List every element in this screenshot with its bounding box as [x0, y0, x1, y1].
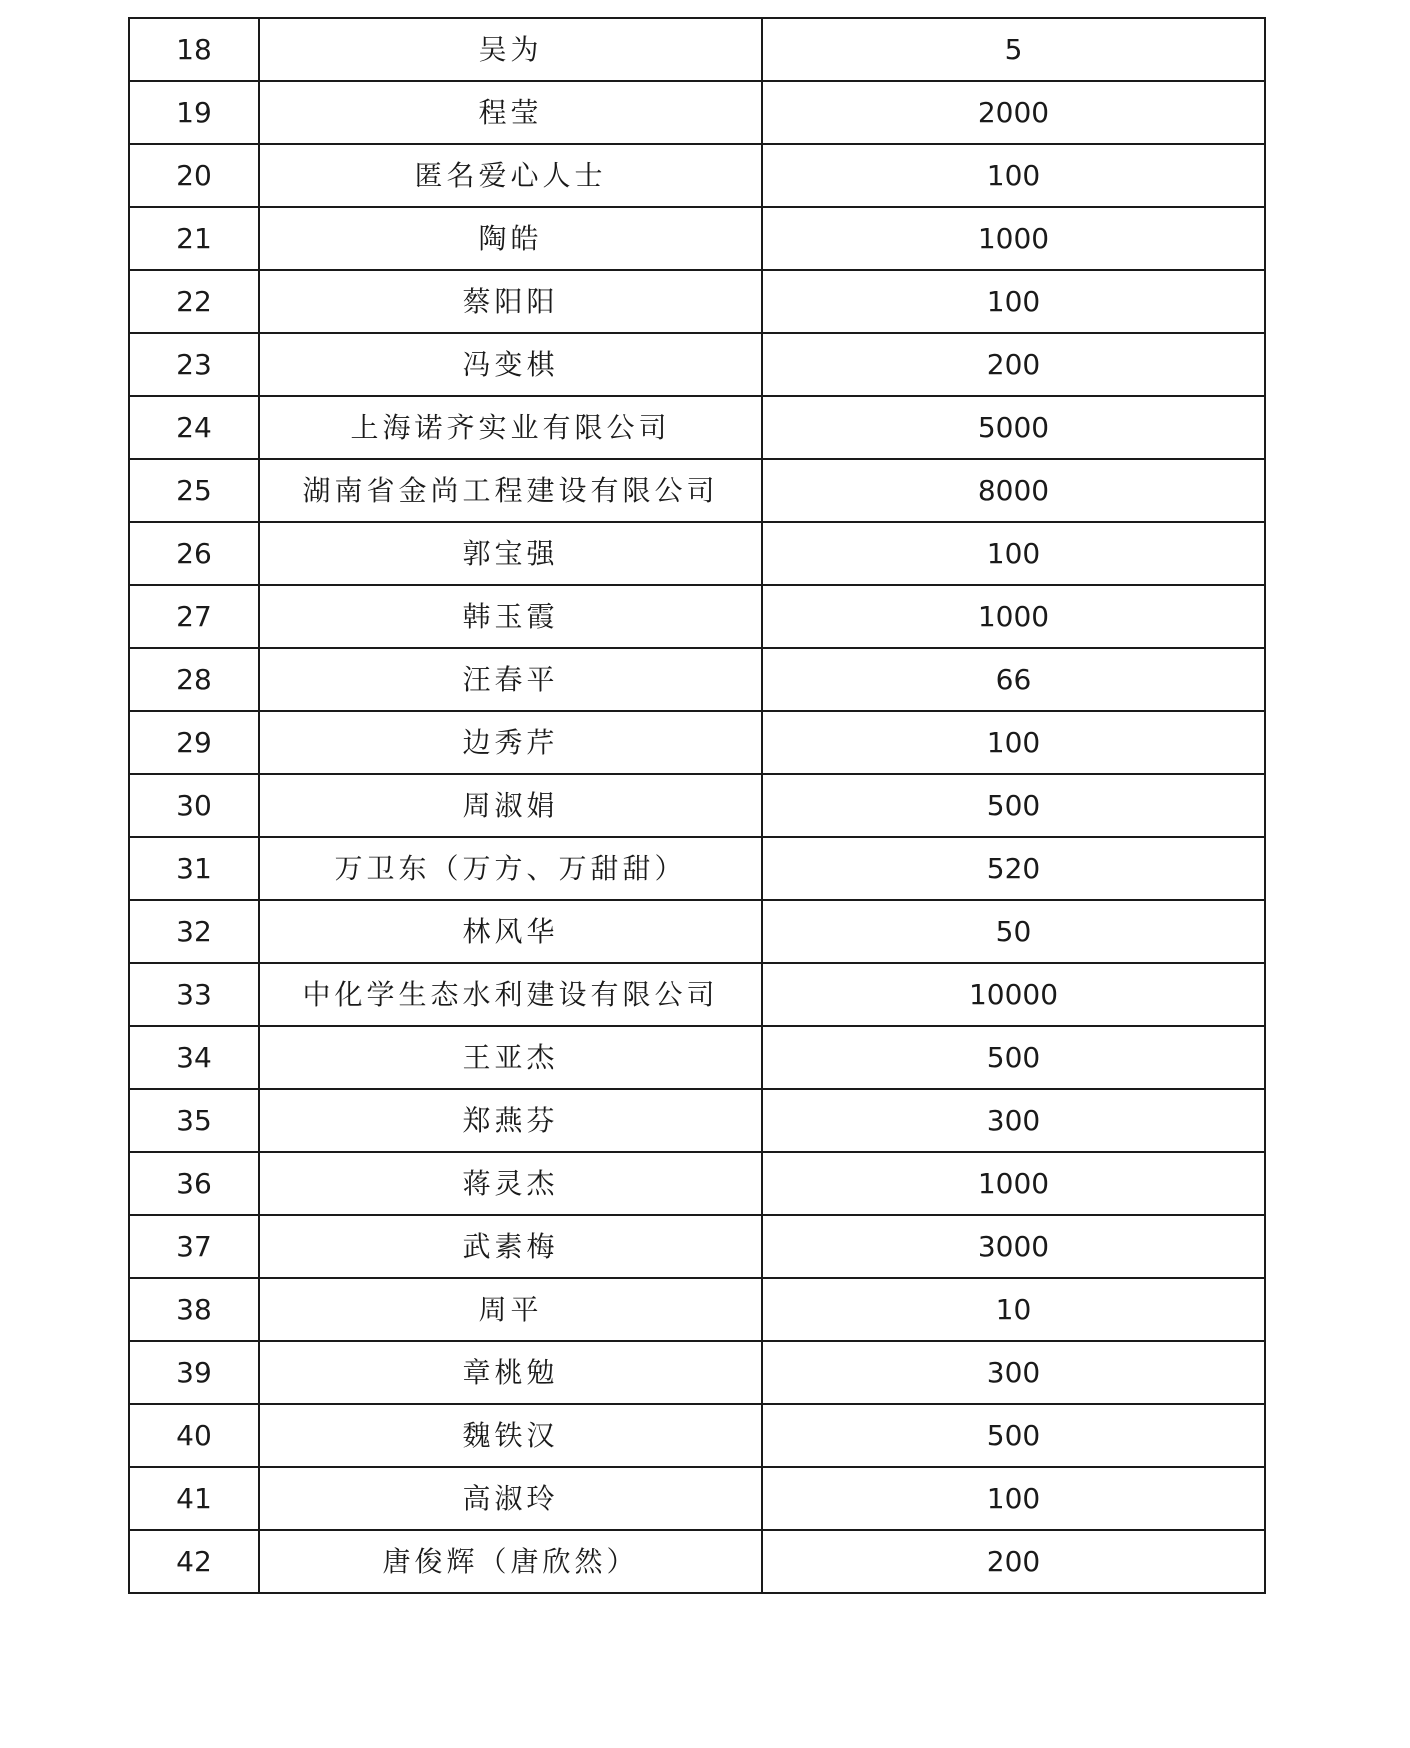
table-row [129, 900, 1265, 963]
table-row [129, 1089, 1265, 1152]
row-number-cell: 36 [129, 1152, 259, 1215]
table-row [129, 711, 1265, 774]
donor-name-cell: 边秀芹 [259, 711, 762, 774]
donor-name-cell: 高淑玲 [259, 1467, 762, 1530]
donation-amount-cell: 10 [762, 1278, 1265, 1341]
table-row [129, 333, 1265, 396]
donor-name-cell: 章桃勉 [259, 1341, 762, 1404]
donor-name-cell: 湖南省金尚工程建设有限公司 [259, 459, 762, 522]
donation-amount-cell: 100 [762, 144, 1265, 207]
donation-amount-cell: 3000 [762, 1215, 1265, 1278]
donor-name-cell: 蔡阳阳 [259, 270, 762, 333]
donation-amount-cell: 300 [762, 1341, 1265, 1404]
donation-amount-cell: 200 [762, 333, 1265, 396]
donation-amount-cell: 10000 [762, 963, 1265, 1026]
donor-name-cell: 唐俊辉（唐欣然） [259, 1530, 762, 1593]
row-number-cell: 19 [129, 81, 259, 144]
table-row [129, 1404, 1265, 1467]
table-row [129, 18, 1265, 81]
donation-amount-cell: 100 [762, 270, 1265, 333]
donor-name-cell: 林风华 [259, 900, 762, 963]
row-number-cell: 41 [129, 1467, 259, 1530]
donor-name-cell: 武素梅 [259, 1215, 762, 1278]
row-number-cell: 33 [129, 963, 259, 1026]
row-number-cell: 35 [129, 1089, 259, 1152]
row-number-cell: 18 [129, 18, 259, 81]
row-number-cell: 39 [129, 1341, 259, 1404]
table-row [129, 1530, 1265, 1593]
table-row [129, 270, 1265, 333]
row-number-cell: 24 [129, 396, 259, 459]
donation-amount-cell: 8000 [762, 459, 1265, 522]
donation-amount-cell: 1000 [762, 585, 1265, 648]
table-row [129, 837, 1265, 900]
donor-name-cell: 万卫东（万方、万甜甜） [259, 837, 762, 900]
donor-name-cell: 蒋灵杰 [259, 1152, 762, 1215]
table-row [129, 1215, 1265, 1278]
donor-name-cell: 韩玉霞 [259, 585, 762, 648]
donor-name-cell: 郭宝强 [259, 522, 762, 585]
donation-amount-cell: 100 [762, 1467, 1265, 1530]
row-number-cell: 25 [129, 459, 259, 522]
row-number-cell: 28 [129, 648, 259, 711]
table-row [129, 522, 1265, 585]
table-row [129, 1026, 1265, 1089]
donation-amount-cell: 5000 [762, 396, 1265, 459]
table-row [129, 396, 1265, 459]
donation-amount-cell: 200 [762, 1530, 1265, 1593]
donor-name-cell: 上海诺齐实业有限公司 [259, 396, 762, 459]
row-number-cell: 32 [129, 900, 259, 963]
donor-name-cell: 匿名爱心人士 [259, 144, 762, 207]
donation-amount-cell: 500 [762, 1404, 1265, 1467]
table-row [129, 1341, 1265, 1404]
row-number-cell: 40 [129, 1404, 259, 1467]
donation-amount-cell: 2000 [762, 81, 1265, 144]
table-row [129, 1467, 1265, 1530]
donation-amount-cell: 500 [762, 774, 1265, 837]
donation-amount-cell: 500 [762, 1026, 1265, 1089]
donation-amount-cell: 1000 [762, 207, 1265, 270]
donor-name-cell: 郑燕芬 [259, 1089, 762, 1152]
donor-name-cell: 冯变棋 [259, 333, 762, 396]
donation-amount-cell: 1000 [762, 1152, 1265, 1215]
row-number-cell: 21 [129, 207, 259, 270]
donation-table-body [129, 18, 1265, 1593]
table-row [129, 774, 1265, 837]
row-number-cell: 31 [129, 837, 259, 900]
row-number-cell: 38 [129, 1278, 259, 1341]
row-number-cell: 23 [129, 333, 259, 396]
row-number-cell: 26 [129, 522, 259, 585]
donation-amount-cell: 5 [762, 18, 1265, 81]
donation-table [128, 17, 1266, 1594]
table-row [129, 81, 1265, 144]
row-number-cell: 27 [129, 585, 259, 648]
table-row [129, 1278, 1265, 1341]
donor-name-cell: 周淑娟 [259, 774, 762, 837]
table-row [129, 648, 1265, 711]
donation-amount-cell: 300 [762, 1089, 1265, 1152]
row-number-cell: 20 [129, 144, 259, 207]
donor-name-cell: 陶皓 [259, 207, 762, 270]
donation-amount-cell: 100 [762, 711, 1265, 774]
row-number-cell: 37 [129, 1215, 259, 1278]
donor-name-cell: 中化学生态水利建设有限公司 [259, 963, 762, 1026]
row-number-cell: 30 [129, 774, 259, 837]
donor-name-cell: 魏铁汉 [259, 1404, 762, 1467]
row-number-cell: 29 [129, 711, 259, 774]
table-row [129, 144, 1265, 207]
donor-name-cell: 周平 [259, 1278, 762, 1341]
donor-name-cell: 王亚杰 [259, 1026, 762, 1089]
table-row [129, 963, 1265, 1026]
donor-name-cell: 吴为 [259, 18, 762, 81]
donation-amount-cell: 50 [762, 900, 1265, 963]
donation-amount-cell: 100 [762, 522, 1265, 585]
donation-amount-cell: 520 [762, 837, 1265, 900]
table-row [129, 1152, 1265, 1215]
table-row [129, 585, 1265, 648]
donation-amount-cell: 66 [762, 648, 1265, 711]
row-number-cell: 34 [129, 1026, 259, 1089]
donor-name-cell: 汪春平 [259, 648, 762, 711]
row-number-cell: 42 [129, 1530, 259, 1593]
row-number-cell: 22 [129, 270, 259, 333]
table-row [129, 207, 1265, 270]
donor-name-cell: 程莹 [259, 81, 762, 144]
table-row [129, 459, 1265, 522]
